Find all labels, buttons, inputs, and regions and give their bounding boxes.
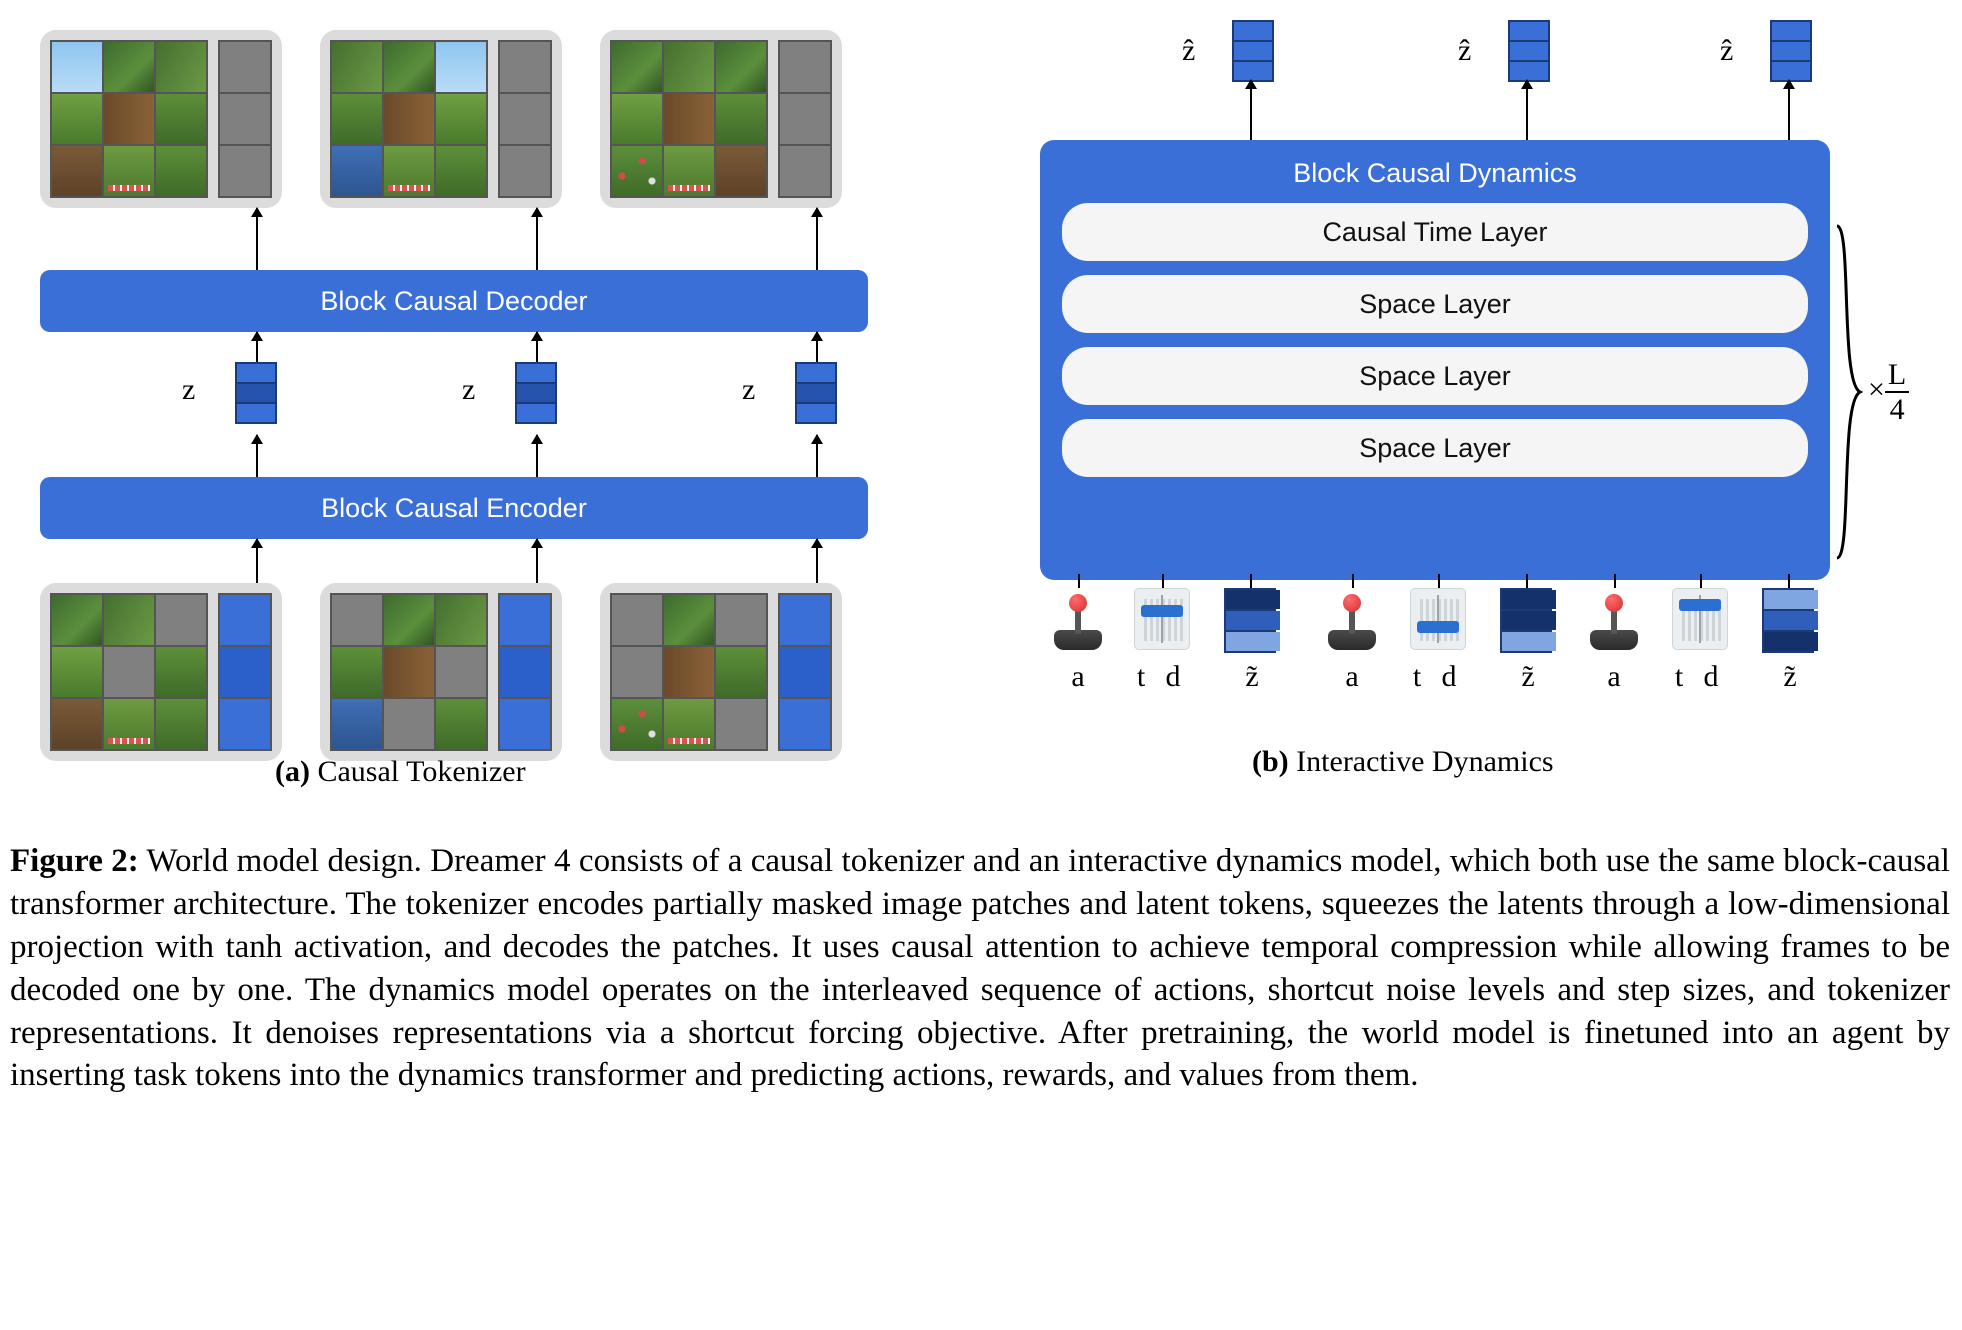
z-token-3 [795,362,837,424]
output-patch-grid-1 [50,40,208,198]
layer-causal-time [1062,203,1808,261]
block-causal-encoder-bar [40,477,868,539]
repeat-times-symbol: × [1868,372,1885,406]
block-causal-decoder-bar [40,270,868,332]
block-causal-decoder-label: Block Causal Decoder [320,285,588,316]
input-patch-grid-2 [330,593,488,751]
layer-space-2-label: Space Layer [1359,360,1511,391]
output-patch-grid-3 [610,40,768,198]
arrow-z1-to-decoder [256,332,258,362]
layer-space-3-label: Space Layer [1359,432,1511,463]
panel-b-sublabel-tag: (b) [1252,745,1289,778]
zhat-token-2 [1508,20,1550,82]
input-patch-grid-3 [610,593,768,751]
panel-a-sublabel-tag: (a) [275,755,310,788]
layer-space-2 [1062,347,1808,405]
panel-b-sublabel-text: Interactive Dynamics [1288,745,1554,778]
label-step-1: d [1165,660,1181,693]
output-latent-col-2 [498,40,552,198]
arrow-dynamics-to-zhat-3 [1788,80,1790,142]
input-latent-col-1 [218,593,272,751]
label-action-2: a [1345,660,1359,693]
panel-interactive-dynamics [1020,0,1950,800]
z-label-1: z [182,373,196,406]
action-token-1 [1052,588,1104,650]
joystick-icon [1588,588,1640,650]
action-token-2 [1326,588,1378,650]
slider-icon [1672,588,1728,650]
arrow-frame2-to-encoder [536,539,538,583]
label-time-2: t [1412,660,1422,693]
arrow-frame3-to-encoder [816,539,818,583]
latent-token-blocks-1 [1224,588,1276,653]
layer-space-1 [1062,275,1808,333]
input-frame-group-1 [40,583,282,761]
figure-caption-text: World model design. Dreamer 4 consists of a causal tokenizer and an interactive dynamics model, which both use the same block-causal transformer architecture. The tokenizer encodes partially masked image patches and latent tokens, squeezes the latents through a low-dimensional projection with tanh activation, and decodes the patches. It uses causal attention to achieve temporal compression while allowing frames to be decoded one by one. The dynamics model operates on the interleaved sequence of actions, shortcut noise levels and step sizes, and tokenizer representations. It denoises representations via a shortcut forcing objective. After pretraining, the world model is finetuned into an agent by inserting task tokens into the dynamics transformer and predicting actions, rewards, and values from them. [10,843,1950,1094]
noise-token-2 [1410,588,1462,650]
arrow-encoder-to-z3 [816,435,818,477]
arrow-noise-1 [1162,574,1164,588]
zhat-token-3 [1770,20,1812,82]
latent-token-blocks-3 [1762,588,1814,653]
input-latent-col-2 [498,593,552,751]
slider-icon [1134,588,1190,650]
arrow-encoder-to-z2 [536,435,538,477]
arrow-latent-1 [1250,574,1252,588]
label-latent-2: z̃ [1521,660,1535,693]
joystick-icon [1052,588,1104,650]
layer-causal-time-label: Causal Time Layer [1322,216,1548,247]
action-token-3 [1588,588,1640,650]
arrow-dynamics-to-zhat-1 [1250,80,1252,142]
noise-token-1 [1134,588,1186,650]
arrow-action-2 [1352,574,1354,588]
input-patch-grid-1 [50,593,208,751]
repeat-denominator: 4 [1889,393,1905,426]
output-patch-grid-2 [330,40,488,198]
input-frame-group-2 [320,583,562,761]
repeat-numerator: L [1885,358,1909,393]
repeat-multiplier [1868,358,1909,426]
arrow-action-1 [1078,574,1080,588]
input-token-row [1040,588,1840,718]
arrow-decoder-to-frame-2 [536,208,538,270]
z-token-2 [515,362,557,424]
output-frame-group-1 [40,30,282,208]
input-frame-group-3 [600,583,842,761]
output-frame-group-3 [600,30,842,208]
layer-space-1-label: Space Layer [1359,288,1511,319]
label-time-1: t [1136,660,1146,693]
zhat-label-2: ẑ [1458,34,1472,67]
panel-a-sublabel-text: Causal Tokenizer [309,755,526,788]
label-action-1: a [1071,660,1085,693]
repeat-brace [1832,222,1872,562]
label-latent-3: z̃ [1783,660,1797,693]
arrow-decoder-to-frame-3 [816,208,818,270]
arrow-noise-2 [1438,574,1440,588]
label-step-3: d [1703,660,1719,693]
arrow-dynamics-to-zhat-2 [1526,80,1528,142]
panel-causal-tokenizer [30,10,880,810]
output-latent-col-1 [218,40,272,198]
arrow-z2-to-decoder [536,332,538,362]
arrow-action-3 [1614,574,1616,588]
label-action-3: a [1607,660,1621,693]
label-time-3: t [1674,660,1684,693]
zhat-label-1: ẑ [1182,34,1196,67]
zhat-token-1 [1232,20,1274,82]
z-label-3: z [742,373,756,406]
zhat-label-3: ẑ [1720,34,1734,67]
latent-token-2 [1500,588,1552,650]
slider-icon [1410,588,1466,650]
arrow-encoder-to-z1 [256,435,258,477]
noise-token-3 [1672,588,1724,650]
figure-number-label: Figure 2: [10,843,139,879]
block-causal-encoder-label: Block Causal Encoder [321,492,587,523]
input-latent-col-3 [778,593,832,751]
layer-space-3 [1062,419,1808,477]
block-causal-dynamics-box [1040,140,1830,580]
arrow-z3-to-decoder [816,332,818,362]
figure-caption [10,840,1950,1097]
latent-token-1 [1224,588,1276,650]
joystick-icon [1326,588,1378,650]
label-step-2: d [1441,660,1457,693]
panel-a-sublabel [275,755,526,789]
z-token-1 [235,362,277,424]
block-causal-dynamics-title: Block Causal Dynamics [1293,158,1577,188]
arrow-frame1-to-encoder [256,539,258,583]
arrow-decoder-to-frame-1 [256,208,258,270]
panel-b-sublabel [1252,745,1554,779]
label-latent-1: z̃ [1245,660,1259,693]
arrow-noise-3 [1700,574,1702,588]
arrow-latent-3 [1788,574,1790,588]
z-label-2: z [462,373,476,406]
arrow-latent-2 [1526,574,1528,588]
output-frame-group-2 [320,30,562,208]
latent-token-3 [1762,588,1814,650]
latent-token-blocks-2 [1500,588,1552,653]
output-latent-col-3 [778,40,832,198]
